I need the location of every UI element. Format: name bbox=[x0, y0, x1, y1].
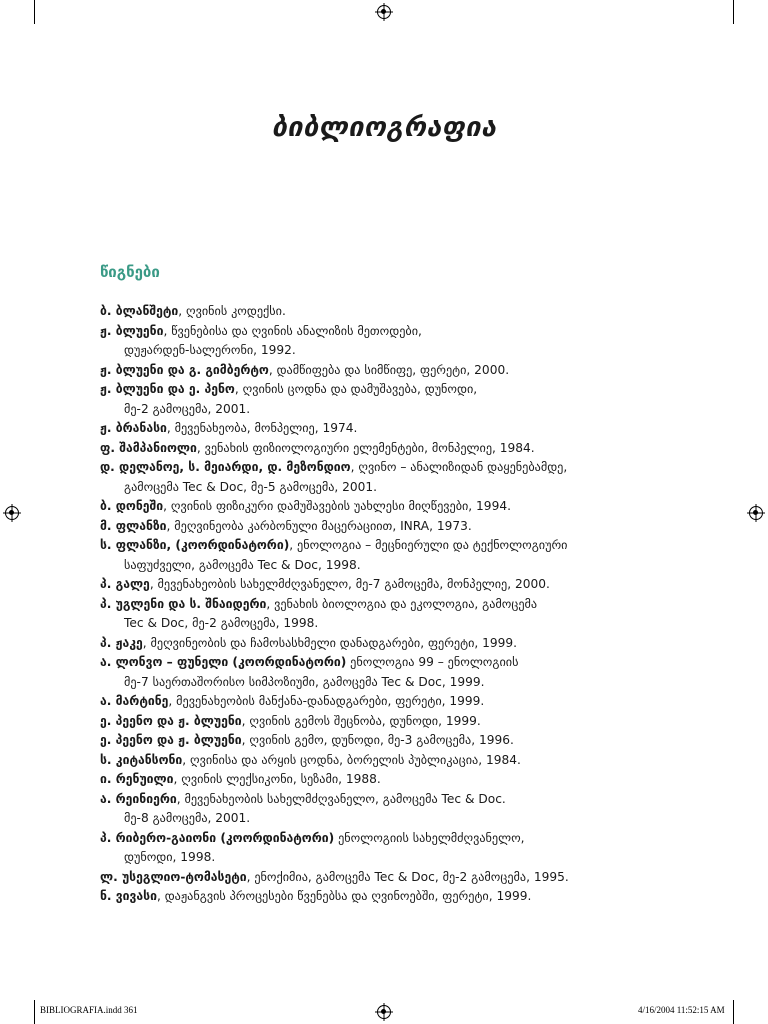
entry-continuation: გამოცემა Tec & Doc, მე-5 გამოცემა, 2001. bbox=[124, 479, 378, 494]
bibliography-entry bbox=[100, 439, 660, 459]
bibliography-entry bbox=[100, 712, 660, 732]
bibliography-entry bbox=[100, 770, 660, 790]
page-title: ბიბლიოგრაფია bbox=[271, 112, 497, 143]
bibliography-entry bbox=[100, 517, 660, 537]
entry-text: , მევენახეობის სახელმძღვანელო, გამოცემა Tec & Doc. bbox=[176, 791, 506, 806]
entry-continuation: Tec & Doc, მე-2 გამოცემა, 1998. bbox=[124, 616, 319, 630]
bibliography-entry bbox=[100, 361, 660, 381]
entry-author: ლ. უსეგლიო-ტომასეტი bbox=[100, 869, 247, 884]
entry-author: ს. კიტანსონი bbox=[100, 752, 183, 767]
footer-timestamp: 4/16/2004 11:52:15 AM bbox=[638, 1005, 725, 1015]
entry-author: პ. უგლენი და ს. შნაიდერი bbox=[100, 596, 267, 611]
crop-mark bbox=[34, 1000, 35, 1024]
bibliography-entry bbox=[100, 595, 660, 634]
entry-text: , ვენახის ფიზიოლოგიური ელემენტები, მონპელიე, 1984. bbox=[196, 440, 535, 455]
entry-text: , ღვინის ფიზიკური დამუშავების უახლესი მიღწევები, 1994. bbox=[163, 499, 511, 513]
entry-text: , წვენებისა და ღვინის ანალიზის მეთოდები, bbox=[163, 323, 422, 338]
registration-mark-icon bbox=[377, 5, 391, 19]
bibliography-entry bbox=[100, 322, 660, 361]
entry-author: ა. მარტინე bbox=[100, 694, 169, 708]
entry-text: , მევენახეობის მანქანა-დანადგარები, ფერეტი, 1999. bbox=[168, 694, 485, 708]
entry-text: , ღვინის კოდექსი. bbox=[178, 304, 286, 318]
entry-author: ე. პეენო და ჟ. ბლუენი bbox=[100, 733, 242, 747]
entry-author: ი. რენუილი bbox=[100, 772, 174, 786]
bibliography-entry bbox=[100, 458, 660, 497]
entry-text: , მევენახეობა, მონპელიე, 1974. bbox=[166, 421, 358, 435]
bibliography-entry bbox=[100, 302, 660, 322]
entry-author: პ. გალე bbox=[100, 577, 150, 591]
entry-continuation: დუჟარდენ-სალერონი, 1992. bbox=[124, 343, 296, 357]
entry-text: , ღვინის გემოს შეცნობა, დუნოდი, 1999. bbox=[241, 713, 481, 728]
entry-text: , დაჟანგვის პროცესები წვენებსა და ღვინოებში, ფერეტი, 1999. bbox=[156, 889, 532, 903]
footer-file: BIBLIOGRAFIA.indd 361 bbox=[40, 1005, 138, 1015]
entry-text: ენოლოგია 99 – ენოლოგიის bbox=[346, 655, 519, 669]
entry-text: , დამწიფება და სიმწიფე, ფერეტი, 2000. bbox=[268, 362, 510, 377]
entry-text: , მეღვინეობა კარბონული მაცერაციით, INRA, 1973. bbox=[166, 518, 472, 533]
entry-author: ჟ. ბლუენი და ე. პენო bbox=[100, 382, 235, 396]
entry-author: პ. ჟაკე bbox=[100, 635, 143, 650]
entry-continuation: საფუძველი, გამოცემა Tec & Doc, 1998. bbox=[124, 557, 361, 572]
entry-text: , ღვინის გემო, დუნოდი, მე-3 გამოცემა, 1996. bbox=[241, 733, 514, 747]
entry-author: ნ. ვივასი bbox=[100, 889, 157, 903]
registration-mark-icon bbox=[749, 506, 763, 520]
entry-text: , ღვინის ცოდნა და დამუშავება, დუნოდი, bbox=[234, 382, 478, 396]
entry-author: ე. პეენო და ჟ. ბლუენი bbox=[100, 713, 242, 728]
bibliography-list bbox=[100, 302, 660, 907]
bibliography-entry bbox=[100, 536, 660, 575]
bibliography-entry bbox=[100, 692, 660, 712]
bibliography-entry bbox=[100, 829, 660, 868]
entry-text: , მეღვინეობის და ჩამოსასხმელი დანადგარები, ფერეტი, 1999. bbox=[142, 635, 518, 650]
entry-author: ს. ფლანზი, (კოორდინატორი) bbox=[100, 538, 290, 552]
crop-mark bbox=[733, 0, 734, 24]
entry-author: ბ. დონეში bbox=[100, 499, 164, 513]
entry-text: , ენოქიმია, გამოცემა Tec & Doc, მე-2 გამოცემა, 1995. bbox=[246, 869, 569, 884]
entry-author: ჟ. ბრანასი bbox=[100, 421, 167, 435]
bibliography-entry bbox=[100, 751, 660, 771]
bibliography-entry bbox=[100, 419, 660, 439]
crop-mark bbox=[733, 1000, 734, 1024]
bibliography-entry bbox=[100, 731, 660, 751]
crop-mark bbox=[34, 0, 35, 24]
entry-text: , ღვინო – ანალიზიდან დაყენებამდე, bbox=[350, 460, 568, 474]
entry-continuation: მე-8 გამოცემა, 2001. bbox=[124, 811, 251, 825]
entry-author: ჟ. ბლუენი bbox=[100, 323, 164, 338]
entry-author: დ. დელანოე, ს. მეიარდი, დ. მეზონდიო bbox=[100, 460, 351, 474]
bibliography-entry bbox=[100, 790, 660, 829]
entry-author: ბ. ბლანშეტი bbox=[100, 304, 179, 318]
registration-mark-icon bbox=[5, 506, 19, 520]
bibliography-entry bbox=[100, 497, 660, 517]
entry-continuation: მე-7 საერთაშორისო სიმპოზიუმი, გამოცემა Tec & Doc, 1999. bbox=[124, 674, 485, 689]
entry-text: ენოლოგიის სახელმძღვანელო, bbox=[334, 830, 525, 845]
entry-author: ა. ლონვო – ფუნელი (კოორდინატორი) bbox=[100, 655, 347, 669]
entry-text: , მევენახეობის სახელმძღვანელო, მე-7 გამოცემა, მონპელიე, 2000. bbox=[149, 577, 550, 591]
entry-author: ჟ. ბლუენი და გ. გიმბერტო bbox=[100, 362, 269, 377]
registration-mark-icon bbox=[377, 1005, 391, 1019]
entry-text: , ვენახის ბიოლოგია და ეკოლოგია, გამოცემა bbox=[266, 596, 538, 611]
bibliography-entry bbox=[100, 380, 660, 419]
entry-continuation: დუნოდი, 1998. bbox=[124, 850, 216, 864]
entry-author: ა. რეინიერი bbox=[100, 791, 177, 806]
bibliography-entry bbox=[100, 868, 660, 888]
entry-text: , ენოლოგია – მეცნიერული და ტექნოლოგიური bbox=[289, 538, 568, 552]
bibliography-entry bbox=[100, 634, 660, 654]
section-heading: წიგნები bbox=[100, 263, 160, 281]
entry-author: პ. რიბერო-გაიონი (კოორდინატორი) bbox=[100, 830, 335, 845]
bibliography-entry bbox=[100, 887, 660, 907]
bibliography-entry bbox=[100, 653, 660, 692]
entry-continuation: მე-2 გამოცემა, 2001. bbox=[124, 401, 251, 416]
entry-author: მ. ფლანზი bbox=[100, 518, 167, 533]
entry-text: , ღვინის ლექსიკონი, სეზამი, 1988. bbox=[173, 772, 381, 786]
bibliography-entry bbox=[100, 575, 660, 595]
entry-author: ფ. შამპანიოლი bbox=[100, 440, 197, 455]
entry-text: , ღვინისა და არყის ცოდნა, ბორელის პუბლიკაცია, 1984. bbox=[182, 752, 521, 767]
